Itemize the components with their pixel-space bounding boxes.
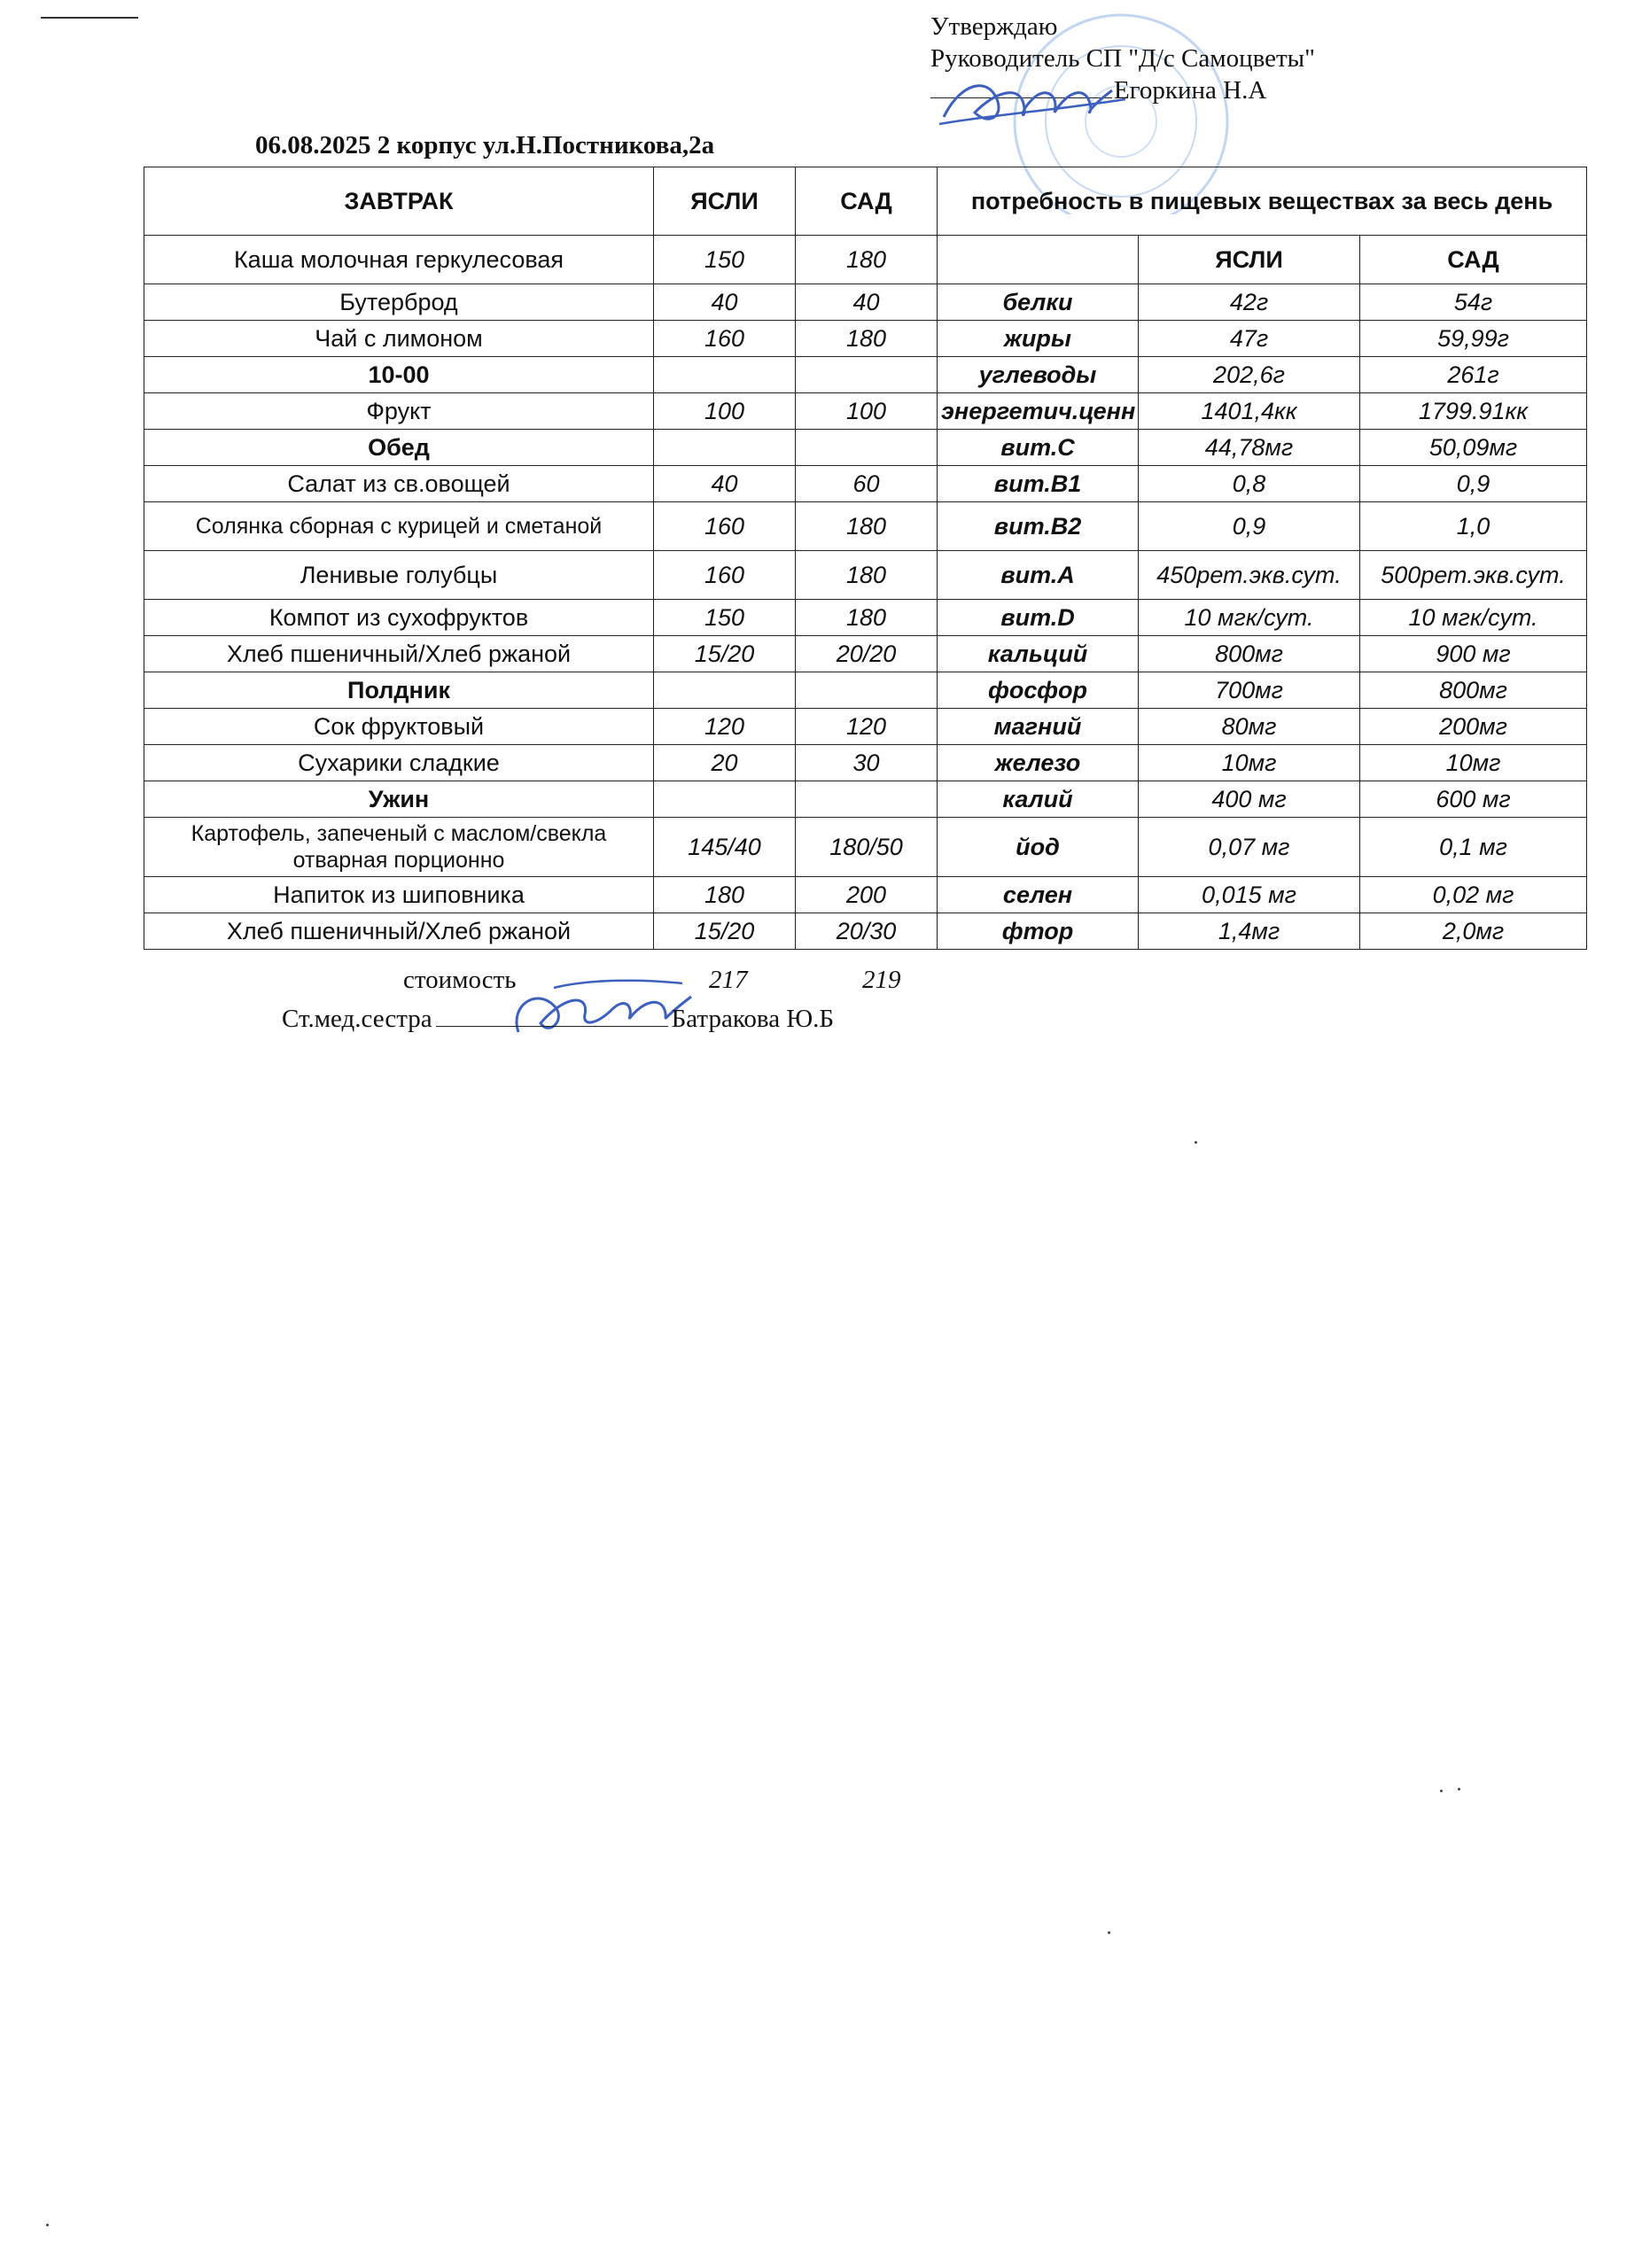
- nutrient-nursery: 1401,4кк: [1139, 393, 1360, 430]
- nutrient-garden: 50,09мг: [1360, 430, 1587, 466]
- garden-portion: 180/50: [796, 818, 938, 877]
- table-row: [144, 636, 1587, 672]
- table-row: [144, 818, 1587, 877]
- table-row: [144, 321, 1587, 357]
- table-row: [144, 502, 1587, 551]
- nutrient-name: кальций: [938, 636, 1139, 672]
- garden-portion: 180: [796, 502, 938, 551]
- cost-garden: 219: [862, 966, 901, 994]
- dish-name: Ленивые голубцы: [144, 551, 654, 600]
- nutrient-nursery: 450рет.экв.сут.: [1139, 551, 1360, 600]
- table-row: [144, 357, 1587, 393]
- nutrient-nursery: 800мг: [1139, 636, 1360, 672]
- garden-portion: 40: [796, 284, 938, 321]
- dish-name: Фрукт: [144, 393, 654, 430]
- nutrient-garden: 500рет.экв.сут.: [1360, 551, 1587, 600]
- nursery-portion: 100: [654, 393, 796, 430]
- header-garden: САД: [796, 167, 938, 236]
- nutrient-nursery: 10 мгк/сут.: [1139, 600, 1360, 636]
- nutrient-nursery: 47г: [1139, 321, 1360, 357]
- header-nursery: ЯСЛИ: [654, 167, 796, 236]
- garden-portion: 180: [796, 236, 938, 284]
- meal-section-label: Ужин: [144, 781, 654, 818]
- table-row: [144, 600, 1587, 636]
- dish-name: Бутерброд: [144, 284, 654, 321]
- nursery-portion: [654, 672, 796, 709]
- nutrient-nursery: 202,6г: [1139, 357, 1360, 393]
- table-row: [144, 551, 1587, 600]
- nursery-portion: [654, 430, 796, 466]
- nutrient-garden: 59,99г: [1360, 321, 1587, 357]
- nutrient-name: энергетич.ценн: [938, 393, 1139, 430]
- nurse-label: Ст.мед.сестра: [282, 1005, 432, 1033]
- nursery-portion: 160: [654, 502, 796, 551]
- table-row: [144, 672, 1587, 709]
- dish-name: Сок фруктовый: [144, 709, 654, 745]
- nutrient-name: вит.А: [938, 551, 1139, 600]
- approval-position: Руководитель СП "Д/с Самоцветы": [930, 44, 1315, 73]
- nutrient-garden: 0,1 мг: [1360, 818, 1587, 877]
- nutrient-garden: 2,0мг: [1360, 913, 1587, 950]
- garden-portion: [796, 781, 938, 818]
- nutrient-name: фосфор: [938, 672, 1139, 709]
- nutrient-name: вит.С: [938, 430, 1139, 466]
- table-row: [144, 393, 1587, 430]
- garden-portion: 180: [796, 600, 938, 636]
- menu-table: [144, 167, 1587, 950]
- nutrient-name: железо: [938, 745, 1139, 781]
- nutrient-name: вит.В1: [938, 466, 1139, 502]
- scan-speck: [46, 2224, 49, 2226]
- nursery-portion: 15/20: [654, 913, 796, 950]
- nursery-portion: [654, 357, 796, 393]
- nutrient-nursery: 0,07 мг: [1139, 818, 1360, 877]
- nutrient-name: углеводы: [938, 357, 1139, 393]
- nutrient-garden: 10мг: [1360, 745, 1587, 781]
- table-row: [144, 781, 1587, 818]
- nutrient-nursery: 42г: [1139, 284, 1360, 321]
- nutrient-nursery: 0,9: [1139, 502, 1360, 551]
- nutrient-nursery: 80мг: [1139, 709, 1360, 745]
- scan-speck: [1458, 1788, 1460, 1790]
- dish-name: Каша молочная геркулесовая: [144, 236, 654, 284]
- nutrient-garden: 200мг: [1360, 709, 1587, 745]
- nutrient-name: белки: [938, 284, 1139, 321]
- dish-name: Напиток из шиповника: [144, 877, 654, 913]
- meal-section-label: Обед: [144, 430, 654, 466]
- dish-name: Хлеб пшеничный/Хлеб ржаной: [144, 913, 654, 950]
- nursery-portion: 20: [654, 745, 796, 781]
- director-signature: [935, 73, 1130, 135]
- table-row: [144, 284, 1587, 321]
- table-row: [144, 913, 1587, 950]
- nutrient-name: вит.D: [938, 600, 1139, 636]
- nutrient-garden: 600 мг: [1360, 781, 1587, 818]
- header-needs: потребность в пищевых веществах за весь день: [938, 167, 1587, 236]
- nursery-portion: 40: [654, 284, 796, 321]
- nutrient-name: фтор: [938, 913, 1139, 950]
- nutrient-nursery: 400 мг: [1139, 781, 1360, 818]
- nutrient-nursery: 1,4мг: [1139, 913, 1360, 950]
- table-row: [144, 709, 1587, 745]
- dish-name: Салат из св.овощей: [144, 466, 654, 502]
- needs-header-garden: САД: [1360, 236, 1587, 284]
- nurse-name: Батракова Ю.Б: [671, 1005, 835, 1033]
- scan-speck: [1195, 1141, 1197, 1144]
- nursery-portion: 160: [654, 551, 796, 600]
- garden-portion: 100: [796, 393, 938, 430]
- approval-name: Егоркина Н.А: [1114, 76, 1267, 105]
- nutrient-nursery: 10мг: [1139, 745, 1360, 781]
- needs-blank: [938, 236, 1139, 284]
- nutrient-garden: 0,9: [1360, 466, 1587, 502]
- nutrient-garden: 10 мгк/сут.: [1360, 600, 1587, 636]
- nutrient-name: жиры: [938, 321, 1139, 357]
- meal-section-label: 10-00: [144, 357, 654, 393]
- nursery-portion: 160: [654, 321, 796, 357]
- nutrient-nursery: 700мг: [1139, 672, 1360, 709]
- nutrient-name: йод: [938, 818, 1139, 877]
- nursery-portion: 180: [654, 877, 796, 913]
- nutrient-name: магний: [938, 709, 1139, 745]
- nutrient-name: селен: [938, 877, 1139, 913]
- nutrient-name: калий: [938, 781, 1139, 818]
- scan-speck: [1108, 1931, 1110, 1934]
- cost-row: [403, 966, 901, 995]
- nursery-portion: 145/40: [654, 818, 796, 877]
- meal-section-label: Полдник: [144, 672, 654, 709]
- nutrient-nursery: 44,78мг: [1139, 430, 1360, 466]
- dish-name: Солянка сборная с курицей и сметаной: [144, 502, 654, 551]
- nursery-portion: 120: [654, 709, 796, 745]
- nutrient-nursery: 0,015 мг: [1139, 877, 1360, 913]
- table-row: [144, 466, 1587, 502]
- cost-nursery: 217: [709, 966, 748, 994]
- table-row: [144, 877, 1587, 913]
- garden-portion: [796, 357, 938, 393]
- nutrient-garden: 261г: [1360, 357, 1587, 393]
- garden-portion: 200: [796, 877, 938, 913]
- table-row: [144, 236, 1587, 284]
- dish-name: Сухарики сладкие: [144, 745, 654, 781]
- top-rule: [41, 17, 138, 19]
- needs-header-nursery: ЯСЛИ: [1139, 236, 1360, 284]
- garden-portion: [796, 430, 938, 466]
- garden-portion: 30: [796, 745, 938, 781]
- cost-label: стоимость: [403, 966, 517, 994]
- table-row: [144, 745, 1587, 781]
- nutrient-garden: 54г: [1360, 284, 1587, 321]
- table-row: [144, 430, 1587, 466]
- garden-portion: 180: [796, 321, 938, 357]
- nutrient-garden: 1,0: [1360, 502, 1587, 551]
- garden-portion: 120: [796, 709, 938, 745]
- scan-speck: [1440, 1790, 1443, 1792]
- nutrient-garden: 1799.91кк: [1360, 393, 1587, 430]
- dish-name: Компот из сухофруктов: [144, 600, 654, 636]
- header-meal: ЗАВТРАК: [144, 167, 654, 236]
- nurse-sign-row: [282, 1003, 834, 1034]
- nursery-portion: 40: [654, 466, 796, 502]
- nutrient-name: вит.В2: [938, 502, 1139, 551]
- garden-portion: 20/30: [796, 913, 938, 950]
- garden-portion: [796, 672, 938, 709]
- nursery-portion: 150: [654, 236, 796, 284]
- document-heading: 06.08.2025 2 корпус ул.Н.Постникова,2а: [255, 131, 715, 159]
- dish-name: Чай с лимоном: [144, 321, 654, 357]
- table-header-row: [144, 167, 1587, 236]
- garden-portion: 180: [796, 551, 938, 600]
- nutrient-garden: 800мг: [1360, 672, 1587, 709]
- nutrient-garden: 900 мг: [1360, 636, 1587, 672]
- garden-portion: 20/20: [796, 636, 938, 672]
- nutrient-nursery: 0,8: [1139, 466, 1360, 502]
- nursery-portion: [654, 781, 796, 818]
- nutrient-garden: 0,02 мг: [1360, 877, 1587, 913]
- approval-title: Утверждаю: [930, 12, 1058, 41]
- dish-name: Хлеб пшеничный/Хлеб ржаной: [144, 636, 654, 672]
- nurse-signature-line: [436, 1003, 668, 1027]
- dish-name: Картофель, запеченый с маслом/свекла отварная порционно: [144, 818, 654, 877]
- nursery-portion: 15/20: [654, 636, 796, 672]
- garden-portion: 60: [796, 466, 938, 502]
- nursery-portion: 150: [654, 600, 796, 636]
